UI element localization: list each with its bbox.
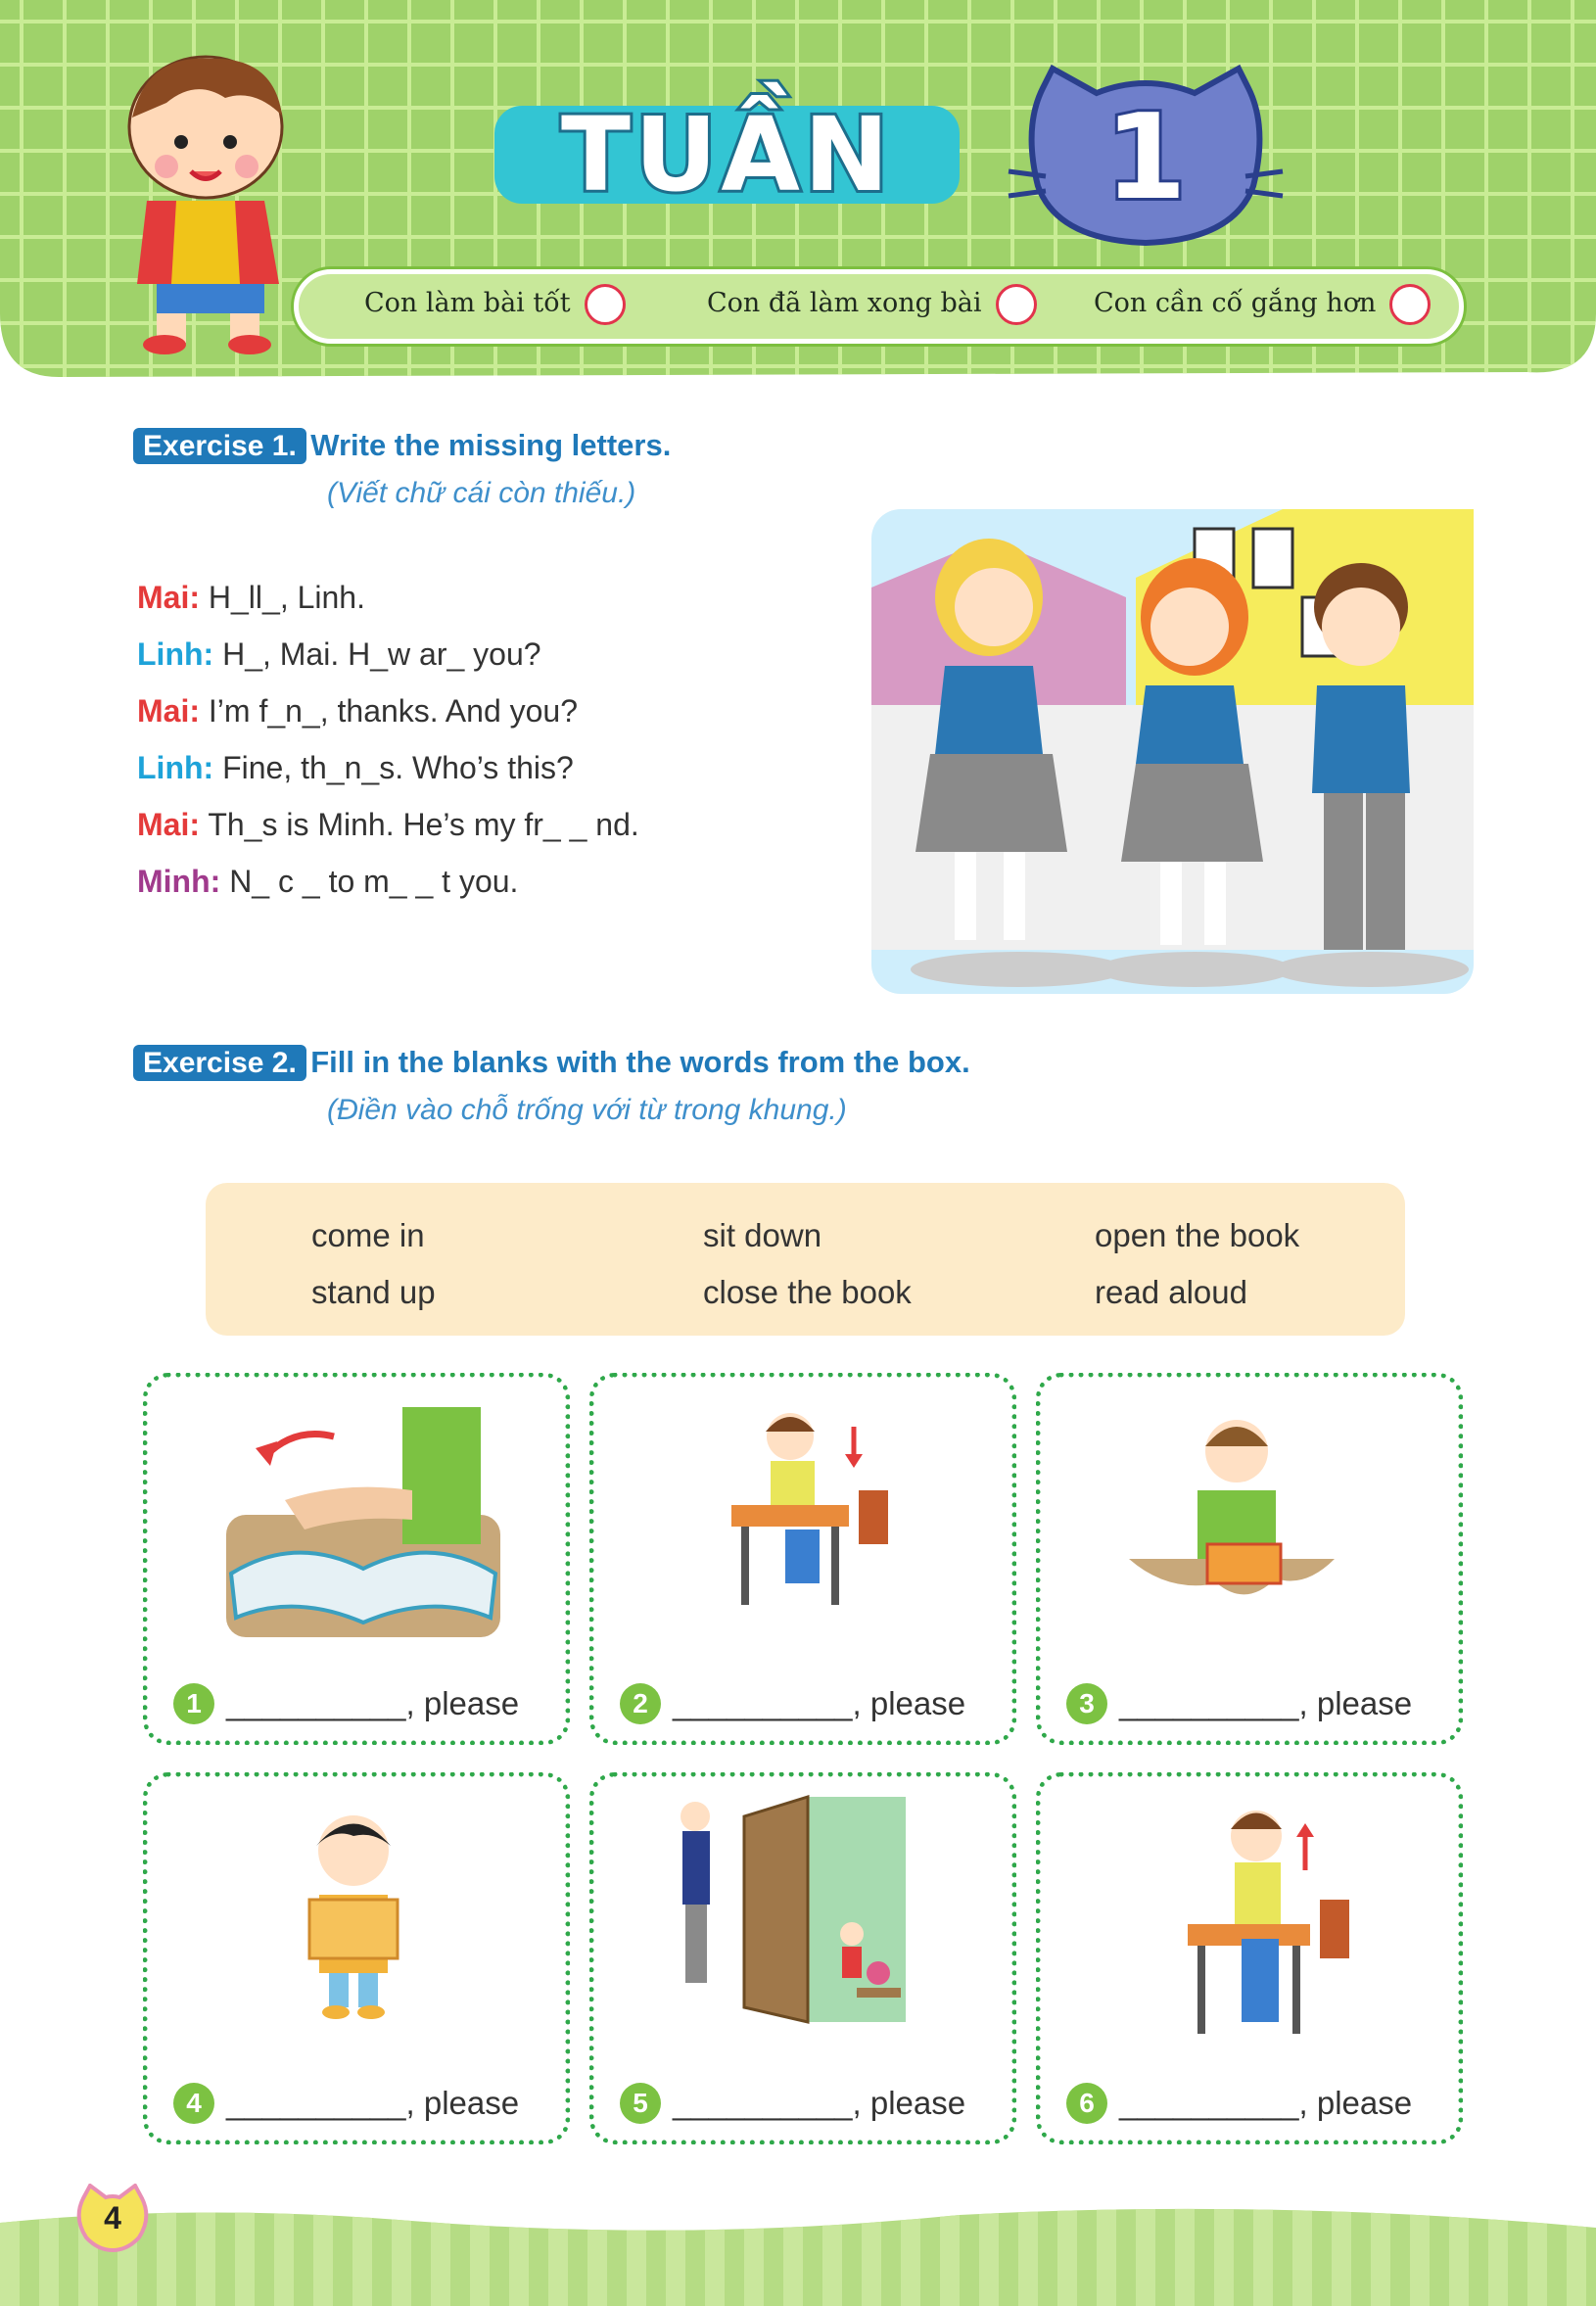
dialogue-line — [137, 748, 639, 787]
item-number: 3 — [1066, 1683, 1107, 1724]
answer-blank[interactable]: __________, please — [226, 2085, 520, 2121]
rating-done-label: Con đã làm xong bài — [707, 288, 982, 318]
exercise-card-2 — [589, 1373, 1016, 1745]
exercise-card-4 — [143, 1772, 570, 2144]
line-text: H_ll_, Linh. — [200, 580, 365, 615]
exercise1-subtitle: (Viết chữ cái còn thiếu.) — [327, 477, 636, 509]
rating-try-harder-checkbox[interactable] — [1389, 284, 1431, 325]
answer-blank[interactable]: __________, please — [673, 2085, 966, 2121]
exercise-card-1 — [143, 1373, 570, 1745]
exercise2-title: Fill in the blanks with the words from the box. — [310, 1045, 970, 1079]
item-number: 1 — [173, 1683, 214, 1724]
speaker: Mai: — [137, 580, 200, 615]
week-title: TUẦN — [561, 95, 893, 214]
exercise2-tag: Exercise 2. — [133, 1045, 306, 1081]
dialogue — [137, 578, 639, 901]
standing-up-picture — [1188, 1802, 1354, 2042]
dialogue-line — [137, 578, 639, 617]
rating-good-label: Con làm bài tốt — [364, 288, 571, 318]
line-text: Th_s is Minh. He’s my fr_ _ nd. — [200, 807, 639, 842]
answer-blank[interactable]: __________, please — [1119, 2085, 1413, 2121]
word-item: open the book — [1095, 1217, 1300, 1253]
reading-aloud-picture — [295, 1807, 412, 2022]
line-text: H_, Mai. H_w ar_ you? — [213, 636, 541, 672]
speaker: Linh: — [137, 750, 214, 785]
answer-blank[interactable]: __________, please — [673, 1685, 966, 1721]
item-number: 4 — [173, 2083, 214, 2124]
sitting-down-picture — [731, 1407, 898, 1613]
exercise-card-5 — [589, 1772, 1016, 2144]
rating-good-checkbox[interactable] — [585, 284, 626, 325]
exercise2-subtitle: (Điền vào chỗ trống với từ trong khung.) — [327, 1094, 847, 1126]
item-number: 6 — [1066, 2083, 1107, 2124]
exercise-card-3 — [1036, 1373, 1463, 1745]
line-text: Fine, th_n_s. Who’s this? — [213, 750, 574, 785]
exercise2-heading — [133, 1044, 970, 1082]
rating-done — [707, 282, 1037, 325]
dialogue-line — [137, 862, 639, 901]
page-number: 4 — [104, 2200, 121, 2235]
opening-book-picture — [1129, 1412, 1344, 1627]
dialogue-line — [137, 635, 639, 674]
exercise1-title: Write the missing letters. — [310, 428, 672, 462]
word-item: close the book — [703, 1274, 912, 1310]
boy-brown-hair — [1312, 563, 1410, 950]
dialogue-line — [137, 691, 639, 730]
speaker: Mai: — [137, 807, 200, 842]
line-text: I’m f_n_, thanks. And you? — [200, 693, 579, 729]
item-number: 5 — [620, 2083, 661, 2124]
dialogue-line — [137, 805, 639, 844]
speaker: Minh: — [137, 864, 221, 899]
word-item: come in — [311, 1217, 425, 1253]
rating-good — [364, 282, 626, 325]
answer-blank[interactable]: __________, please — [1119, 1685, 1413, 1721]
line-text: N_ c _ to m_ _ t you. — [220, 864, 519, 899]
closing-book-picture — [216, 1397, 510, 1652]
rating-done-checkbox[interactable] — [996, 284, 1037, 325]
exercise1-heading — [133, 427, 671, 465]
word-item: sit down — [703, 1217, 822, 1253]
coming-in-picture — [671, 1787, 915, 2047]
word-item: read aloud — [1095, 1274, 1247, 1310]
three-children-illustration — [871, 509, 1474, 994]
rating-try-harder-label: Con cần cố gắng hơn — [1094, 288, 1377, 318]
speaker: Linh: — [137, 636, 214, 672]
speaker: Mai: — [137, 693, 200, 729]
week-number: 1 — [1104, 90, 1187, 226]
exercise1-tag: Exercise 1. — [133, 428, 306, 464]
word-item: stand up — [311, 1274, 436, 1310]
rating-try-harder — [1094, 282, 1431, 325]
item-number: 2 — [620, 1683, 661, 1724]
answer-blank[interactable]: __________, please — [226, 1685, 520, 1721]
footer-grass-band — [0, 2203, 1596, 2306]
exercise-card-6 — [1036, 1772, 1463, 2144]
word-box — [206, 1183, 1405, 1336]
